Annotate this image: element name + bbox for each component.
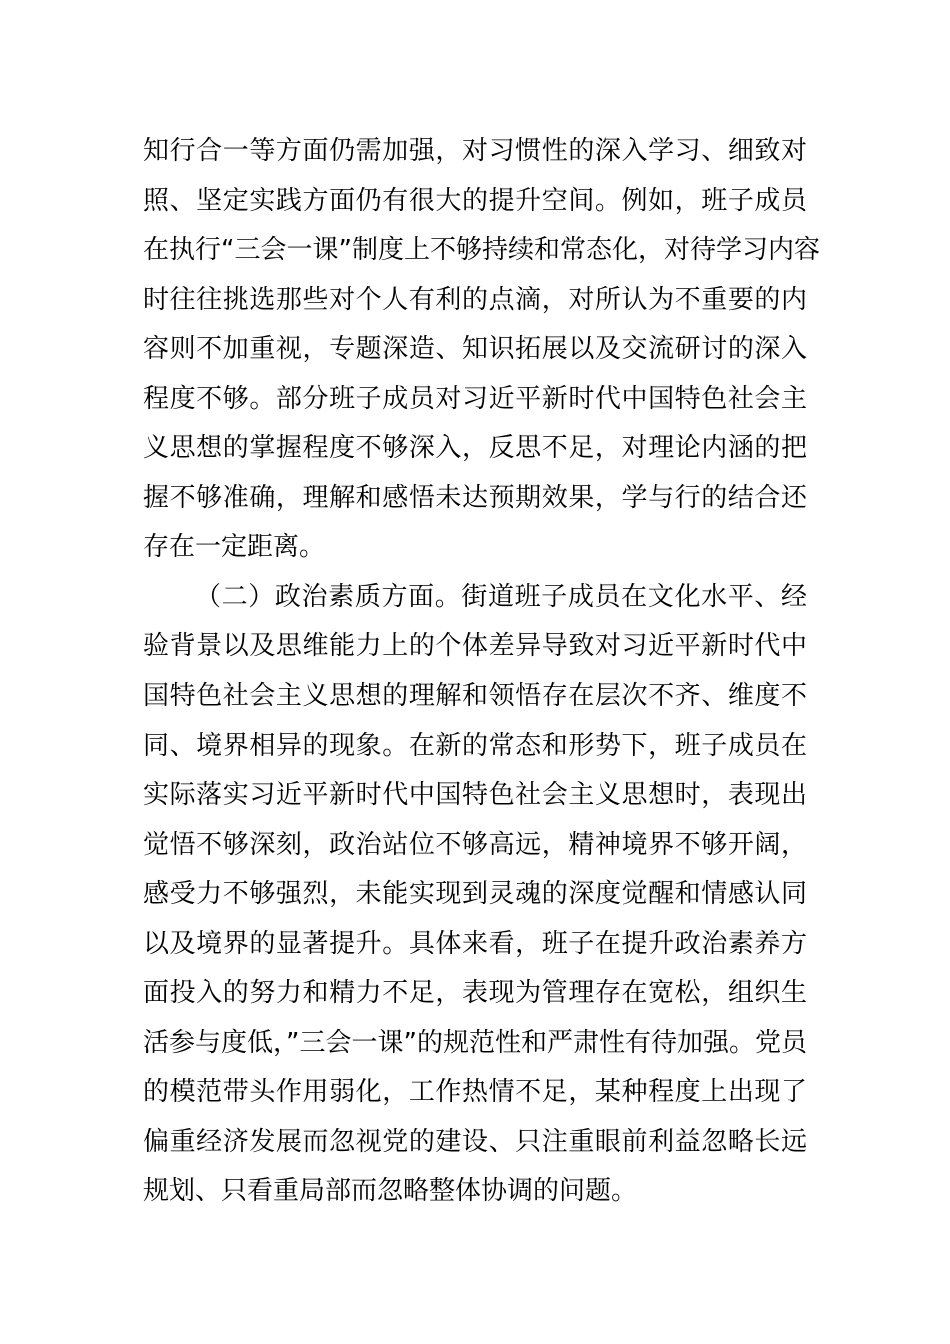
text-line: 实际落实习近平新时代中国特色社会主义思想时，表现出 xyxy=(143,780,807,811)
text-line: 验背景以及思维能力上的个体差异导致对习近平新时代中 xyxy=(143,631,807,662)
body-text xyxy=(143,127,820,1217)
text-line: 握不够准确，理解和感悟未达预期效果，学与行的结合还 xyxy=(143,482,807,513)
text-line: 容则不加重视，专题深造、知识拓展以及交流研讨的深入 xyxy=(143,334,807,365)
text-line: 照、坚定实践方面仍有很大的提升空间。例如，班子成员 xyxy=(143,185,807,216)
text-line: 以及境界的显著提升。具体来看，班子在提升政治素养方 xyxy=(143,928,807,959)
text-line: 时往往挑选那些对个人有利的点滴，对所认为不重要的内 xyxy=(143,284,807,315)
text-line: 义思想的掌握程度不够深入，反思不足，对理论内涵的把 xyxy=(143,433,807,464)
text-line: 觉悟不够深刻，政治站位不够高远，精神境界不够开阔， xyxy=(143,829,807,860)
text-line: 程度不够。部分班子成员对习近平新时代中国特色社会主 xyxy=(143,383,807,414)
paragraph-end-line: 规划、只看重局部而忽略整体协调的问题。 xyxy=(143,1176,638,1207)
paragraph-end-line: 存在一定距离。 xyxy=(143,532,326,563)
text-line: 同、境界相异的现象。在新的常态和形势下，班子成员在 xyxy=(143,730,807,761)
text-line: 面投入的努力和精力不足，表现为管理存在宽松，组织生 xyxy=(143,978,807,1009)
text-line: 在执行“三会一课”制度上不够持续和常态化，对待学习内容 xyxy=(143,235,820,266)
text-line: 感受力不够强烈，未能实现到灵魂的深度觉醒和情感认同 xyxy=(143,879,807,910)
text-line: 国特色社会主义思想的理解和领悟存在层次不齐、维度不 xyxy=(143,681,807,712)
section-heading-line: （二）政治素质方面。街道班子成员在文化水平、经 xyxy=(195,581,807,612)
text-line: 偏重经济发展而忽视党的建设、只注重眼前利益忽略长远 xyxy=(143,1126,807,1157)
text-line: 知行合一等方面仍需加强，对习惯性的深入学习、细致对 xyxy=(143,136,807,166)
text-line: 活参与度低，”三会一课”的规范性和严肃性有待加强。党员 xyxy=(143,1027,807,1058)
text-line: 的模范带头作用弱化，工作热情不足，某种程度上出现了 xyxy=(143,1077,807,1108)
